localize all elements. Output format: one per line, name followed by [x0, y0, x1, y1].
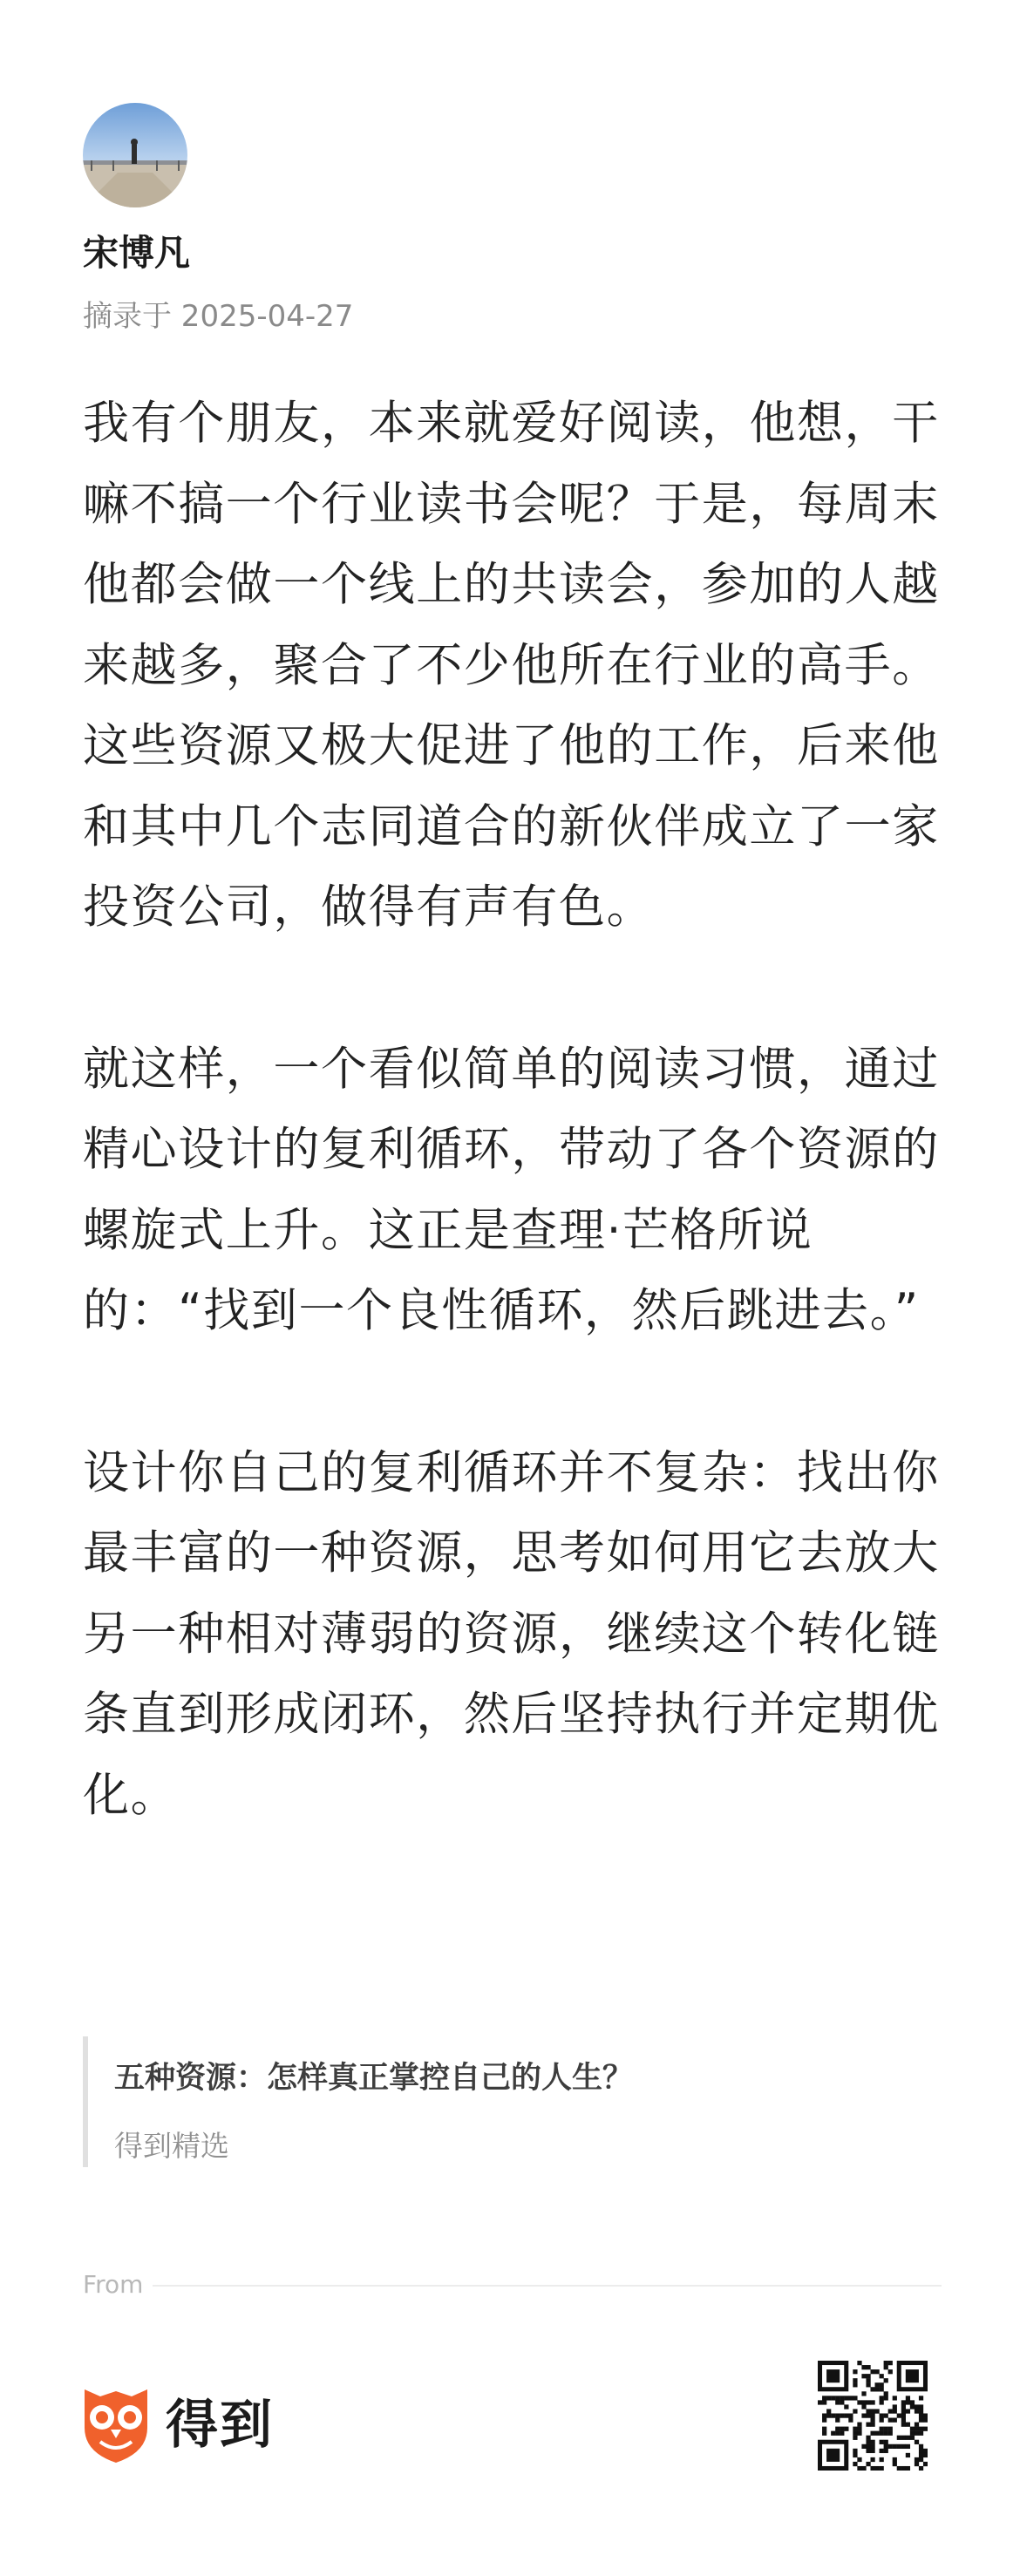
divider-line — [153, 2285, 942, 2287]
excerpt-date: 摘录于 2025-04-27 — [83, 299, 354, 334]
from-divider — [83, 2268, 942, 2303]
owl-shield-icon — [81, 2384, 151, 2464]
author-name[interactable]: 宋博凡 — [83, 232, 190, 274]
article-paragraph: 设计你自己的复利循环并不复杂：找出你最丰富的一种资源，思考如何用它去放大另一种相对薄弱的资源，继续这个转化链条直到形成闭环，然后坚持执行并定期优化。 — [83, 1445, 940, 1822]
avatar[interactable] — [83, 103, 187, 207]
avatar-image — [83, 103, 187, 207]
source-card[interactable] — [83, 2036, 867, 2167]
article-paragraph: 就这样，一个看似简单的阅读习惯，通过精心设计的复利循环，带动了各个资源的螺旋式上升。这正是查理·芒格所说的：“找到一个良性循环，然后跳进去。” — [83, 1042, 940, 1337]
article-body — [83, 384, 942, 1917]
article-paragraph: 我有个朋友，本来就爱好阅读，他想，干嘛不搞一个行业读书会呢？于是，每周末他都会做一个线上的共读会，参加的人越来越多，聚合了不少他所在行业的高手。这些资源又极大促进了他的工作，后来他和其中几个志同道合的新伙伴成立了一家投资公司，做得有声有色。 — [83, 397, 940, 934]
qr-code-icon — [818, 2361, 928, 2471]
source-name: 得到精选 — [114, 2129, 229, 2163]
brand-name: 得到 — [166, 2395, 274, 2456]
source-title: 五种资源：怎样真正掌控自己的人生？ — [114, 2061, 634, 2096]
from-label: From — [83, 2270, 144, 2299]
